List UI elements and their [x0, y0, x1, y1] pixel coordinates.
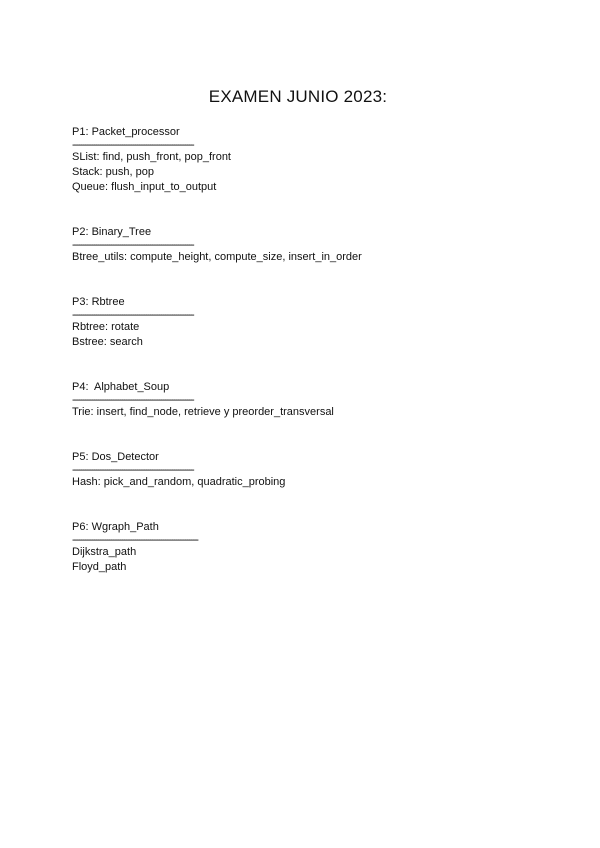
section-heading: P1: Packet_processor	[72, 126, 180, 138]
section-line: SList: find, push_front, pop_front	[72, 151, 231, 163]
section-line: Floyd_path	[72, 561, 127, 573]
section-line: Queue: flush_input_to_output	[72, 181, 217, 193]
section-line: Stack: push, pop	[72, 166, 154, 178]
problem-section-p3	[72, 295, 552, 350]
problem-section-p6	[72, 520, 552, 575]
problem-section-p1	[72, 125, 552, 195]
problem-section-p5	[72, 450, 552, 490]
section-separator: ----------------------------------------------------------	[72, 535, 198, 545]
section-line: Btree_utils: compute_height, compute_size, insert_in_order	[72, 251, 362, 263]
section-separator: --------------------------------------------------------	[72, 240, 194, 250]
section-separator: --------------------------------------------------------	[72, 465, 194, 475]
section-heading: P4: Alphabet_Soup	[72, 381, 170, 393]
page-title: EXAMEN JUNIO 2023:	[208, 87, 388, 106]
section-line: Bstree: search	[72, 336, 143, 348]
section-heading: P6: Wgraph_Path	[72, 521, 159, 533]
section-line: Hash: pick_and_random, quadratic_probing	[72, 476, 286, 488]
section-heading: P2: Binary_Tree	[72, 226, 152, 238]
section-heading: P5: Dos_Detector	[72, 451, 159, 463]
section-heading: P3: Rbtree	[72, 296, 125, 308]
section-line: Dijkstra_path	[72, 546, 137, 558]
problem-section-p4	[72, 380, 552, 420]
section-separator: --------------------------------------------------------	[72, 395, 194, 405]
section-separator: --------------------------------------------------------	[72, 140, 194, 150]
section-line: Trie: insert, find_node, retrieve y preorder_transversal	[72, 406, 334, 418]
section-separator: --------------------------------------------------------	[72, 310, 194, 320]
problem-list	[72, 125, 552, 605]
problem-section-p2	[72, 225, 552, 265]
section-line: Rbtree: rotate	[72, 321, 140, 333]
